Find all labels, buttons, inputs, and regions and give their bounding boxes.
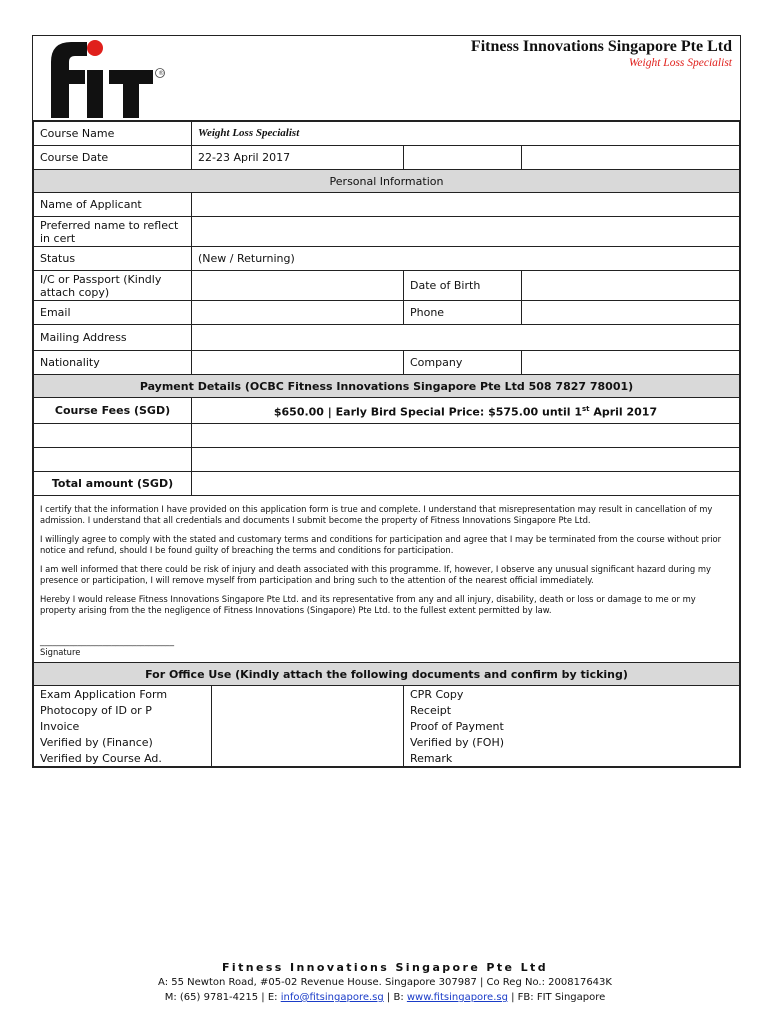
office-tick-right[interactable] (522, 686, 740, 702)
email-label: Email (34, 301, 192, 325)
course-date-value: 22-23 April 2017 (192, 146, 404, 170)
company-label: Company (404, 351, 522, 375)
payment-blank-label-1 (34, 424, 192, 448)
office-use-heading: For Office Use (Kindly attach the following documents and confirm by ticking) (34, 663, 740, 686)
phone-label: Phone (404, 301, 522, 325)
email-field[interactable] (192, 301, 404, 325)
payment-blank-label-2 (34, 448, 192, 472)
course-name-value: Weight Loss Specialist (192, 122, 740, 146)
footer (0, 960, 770, 1005)
preferred-name-field[interactable] (192, 217, 740, 247)
office-row (34, 702, 740, 718)
office-item-left: Verified by Course Ad. (34, 750, 212, 767)
office-tick-left[interactable] (212, 734, 404, 750)
office-row (34, 734, 740, 750)
footer-address: A: 55 Newton Road, #05-02 Revenue House. Singapore 307987 | Co Reg No.: 200817643K (158, 977, 612, 988)
office-tick-right[interactable] (522, 718, 740, 734)
phone-field[interactable] (522, 301, 740, 325)
office-item-right: Remark (404, 750, 522, 767)
signature-label: Signature (40, 647, 81, 657)
office-item-right: CPR Copy (404, 686, 522, 702)
nationality-field[interactable] (192, 351, 404, 375)
applicant-name-label: Name of Applicant (34, 193, 192, 217)
payment-blank-field-2[interactable] (192, 448, 740, 472)
application-form (32, 35, 741, 768)
dob-field[interactable] (522, 271, 740, 301)
company-field[interactable] (522, 351, 740, 375)
payment-heading: Payment Details (OCBC Fitness Innovations Singapore Pte Ltd 508 7827 78001) (34, 375, 740, 398)
course-date-extra-2[interactable] (522, 146, 740, 170)
footer-contacts: M: (65) 9781-4215 | E: info@fitsingapore.sg | B: www.fitsingapore.sg | FB: FIT Singapore (164, 992, 606, 1003)
office-tick-left[interactable] (212, 750, 404, 767)
footer-website-link[interactable]: www.fitsingapore.sg (406, 992, 508, 1003)
dob-label: Date of Birth (404, 271, 522, 301)
office-item-left: Photocopy of ID or P (34, 702, 212, 718)
total-amount-label: Total amount (SGD) (34, 472, 192, 496)
declaration-para-1: I certify that the information I have provided on this application form is true and complete. I understand that misrepresentation may result in cancellation of my admission. I understand that all credentials and documents I submit become the property of Fitness Innovations Singapore Pte Ltd. (40, 504, 713, 525)
declaration (34, 496, 740, 663)
total-amount-field[interactable] (192, 472, 740, 496)
company-name: Fitness Innovations Singapore Pte Ltd (470, 38, 732, 55)
course-date-extra-1[interactable] (404, 146, 522, 170)
mailing-address-field[interactable] (192, 325, 740, 351)
office-row (34, 686, 740, 702)
status-field[interactable]: (New / Returning) (192, 247, 740, 271)
declaration-para-4: Hereby I would release Fitness Innovations Singapore Pte Ltd. and its representative from any and all injury, disability, death or loss or damage to me or my property arising from the the negligence of Fitness Innovations (Singapore) Pte Ltd. to the fullest extent permitted by law. (40, 594, 696, 615)
office-item-left: Verified by (Finance) (34, 734, 212, 750)
office-tick-right[interactable] (522, 734, 740, 750)
form-header (33, 36, 740, 121)
declaration-para-2: I willingly agree to comply with the stated and customary terms and conditions for participation and agree that I may be terminated from the course without prior notice and refund, should I be found guilty of breaching the terms and conditions for participation. (40, 534, 722, 555)
ic-passport-label: I/C or Passport (Kindly attach copy) (34, 271, 192, 301)
office-use-table (33, 686, 740, 767)
payment-blank-field-1[interactable] (192, 424, 740, 448)
course-table (33, 121, 740, 686)
course-fees-value: $650.00 | Early Bird Special Price: $575.00 until 1st April 2017 (192, 398, 740, 424)
footer-company-name: Fitness Innovations Singapore Pte Ltd (222, 961, 548, 974)
nationality-label: Nationality (34, 351, 192, 375)
office-tick-left[interactable] (212, 718, 404, 734)
office-tick-right[interactable] (522, 750, 740, 767)
company-tagline: Weight Loss Specialist (628, 57, 732, 69)
office-item-right: Receipt (404, 702, 522, 718)
footer-email-link[interactable]: info@fitsingapore.sg (280, 992, 384, 1003)
office-tick-left[interactable] (212, 702, 404, 718)
office-row (34, 750, 740, 767)
signature-line[interactable]: ________________________________ (40, 636, 174, 646)
office-item-right: Verified by (FOH) (404, 734, 522, 750)
office-tick-right[interactable] (522, 702, 740, 718)
office-row (34, 718, 740, 734)
course-name-label: Course Name (34, 122, 192, 146)
status-label: Status (34, 247, 192, 271)
declaration-para-3: I am well informed that there could be risk of injury and death associated with this programme. If, however, I observe any unusual significant hazard during my presence or participation, I will remove myself from participation and bring such to the attention of the nearest official immediately. (40, 564, 711, 585)
course-date-label: Course Date (34, 146, 192, 170)
applicant-name-field[interactable] (192, 193, 740, 217)
office-item-left: Exam Application Form (34, 686, 212, 702)
mailing-address-label: Mailing Address (34, 325, 192, 351)
registered-mark: ® (158, 70, 165, 77)
course-fees-label: Course Fees (SGD) (34, 398, 192, 424)
preferred-name-label: Preferred name to reflect in cert (34, 217, 192, 247)
office-tick-left[interactable] (212, 686, 404, 702)
office-item-right: Proof of Payment (404, 718, 522, 734)
ic-passport-field[interactable] (192, 271, 404, 301)
office-item-left: Invoice (34, 718, 212, 734)
fit-logo (39, 40, 189, 118)
personal-info-heading: Personal Information (34, 170, 740, 193)
